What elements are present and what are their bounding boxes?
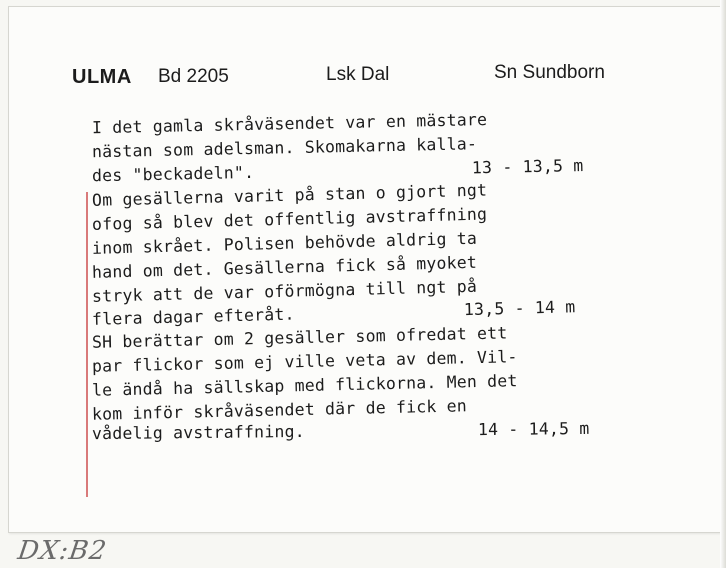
handwritten-classification-mark: DX:B2 bbox=[15, 536, 109, 566]
text-line: des "beckadeln". 13 - 13,5 m bbox=[91, 155, 584, 185]
time-reference: 14 - 14,5 m bbox=[477, 419, 590, 440]
archive-code: ULMA bbox=[72, 66, 132, 88]
text-line: I det gamla skråväsendet var en mästare bbox=[91, 110, 488, 138]
text-line: kom inför skråväsendet där de fick en bbox=[91, 395, 468, 424]
text-line: le ändå ha sällskap med flickorna. Men det bbox=[91, 370, 518, 400]
parish-label: Sn Sundborn bbox=[494, 62, 605, 83]
text-line: nästan som adelsman. Skomakarna kalla- bbox=[91, 134, 478, 162]
card-header bbox=[72, 62, 672, 94]
text-line: SH berättar om 2 gesäller som ofredat ett bbox=[91, 323, 508, 352]
time-reference: 13,5 - 14 m bbox=[463, 297, 576, 320]
time-reference: 13 - 13,5 m bbox=[471, 155, 584, 177]
text-line: ofog så blev det offentlig avstraffning bbox=[91, 204, 488, 235]
text-line: hand om det. Gesällerna fick så myoket bbox=[91, 252, 478, 282]
text-line: inom skrået. Polisen behövde aldrig ta bbox=[91, 228, 478, 258]
text-line: stryk att de var oförmögna till ngt på bbox=[91, 276, 478, 306]
card-body bbox=[92, 112, 692, 445]
text-line: vådelig avstraffning. 14 - 14,5 m bbox=[91, 419, 590, 444]
volume-number: Bd 2205 bbox=[158, 66, 229, 87]
text-line: Om gesällerna varit på stan o gjort ngt bbox=[91, 180, 488, 211]
text-line: flera dagar efteråt. 13,5 - 14 m bbox=[91, 297, 576, 330]
region-label: Lsk Dal bbox=[326, 64, 390, 85]
margin-rule bbox=[86, 192, 88, 497]
card-stack-edge bbox=[720, 0, 726, 568]
text-line: par flickor som ej ville veta av dem. Vil- bbox=[91, 347, 518, 376]
